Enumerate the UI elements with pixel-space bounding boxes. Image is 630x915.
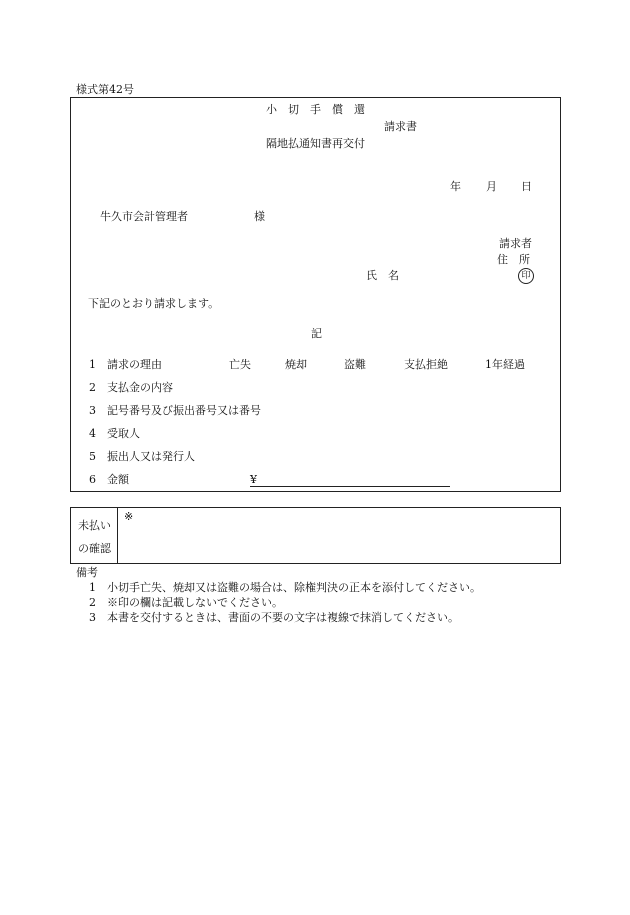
reason-option: 1年経過 xyxy=(485,358,525,371)
title-line-1: 小 切 手 償 還 xyxy=(266,103,365,116)
item-number: 1 xyxy=(89,358,96,371)
item-number: 3 xyxy=(89,404,96,417)
reason-option: 盗難 xyxy=(344,358,366,371)
item-label-amount: 金額 xyxy=(107,473,129,486)
item-number: 2 xyxy=(89,381,96,394)
note-text: ※印の欄は記載しないでください。 xyxy=(107,596,283,609)
addressee-honorific: 様 xyxy=(254,210,265,223)
confirmation-divider xyxy=(117,507,118,564)
reason-option: 支払拒絶 xyxy=(404,358,448,371)
note-text: 本書を交付するときは、書面の不要の文字は複線で抹消してください。 xyxy=(107,611,459,624)
item-label-recipient: 受取人 xyxy=(107,427,140,440)
note-number: 3 xyxy=(89,611,96,624)
unpaid-confirmation-box xyxy=(70,507,561,564)
request-form-box xyxy=(70,97,561,492)
reason-option: 亡失 xyxy=(229,358,251,371)
reason-option: 焼却 xyxy=(285,358,307,371)
date-month-label: 月 xyxy=(486,180,497,193)
item-number: 4 xyxy=(89,427,96,440)
request-statement: 下記のとおり請求します。 xyxy=(88,297,220,310)
yen-sign: ¥ xyxy=(250,473,257,486)
item-number: 5 xyxy=(89,450,96,463)
seal-mark-icon: 印 xyxy=(518,268,534,284)
requester-label: 請求者 xyxy=(499,237,532,250)
requester-name-label: 氏 名 xyxy=(366,269,399,282)
title-line-3: 隔地払通知書再交付 xyxy=(266,137,365,150)
note-number: 2 xyxy=(89,596,96,609)
item-label-payment-content: 支払金の内容 xyxy=(107,381,173,394)
requester-address-label: 住 所 xyxy=(497,253,530,266)
ki-heading: 記 xyxy=(311,327,322,340)
item-label-serial-number: 記号番号及び振出番号又は番号 xyxy=(107,404,261,417)
item-label-reason: 請求の理由 xyxy=(107,358,162,371)
note-number: 1 xyxy=(89,581,96,594)
note-text: 小切手亡失、焼却又は盗難の場合は、除権判決の正本を添付してください。 xyxy=(107,581,481,594)
confirm-label-line-2: の確認 xyxy=(78,542,111,555)
notes-heading: 備考 xyxy=(76,566,98,579)
confirm-label-line-1: 未払い xyxy=(78,519,111,532)
form-number: 様式第42号 xyxy=(76,83,134,96)
asterisk-mark: ※ xyxy=(124,510,134,523)
item-number: 6 xyxy=(89,473,96,486)
addressee-name: 牛久市会計管理者 xyxy=(100,210,188,223)
title-line-2: 請求書 xyxy=(384,120,417,133)
amount-underline xyxy=(250,486,450,487)
date-year-label: 年 xyxy=(450,180,461,193)
date-day-label: 日 xyxy=(521,180,532,193)
item-label-issuer: 振出人又は発行人 xyxy=(107,450,195,463)
